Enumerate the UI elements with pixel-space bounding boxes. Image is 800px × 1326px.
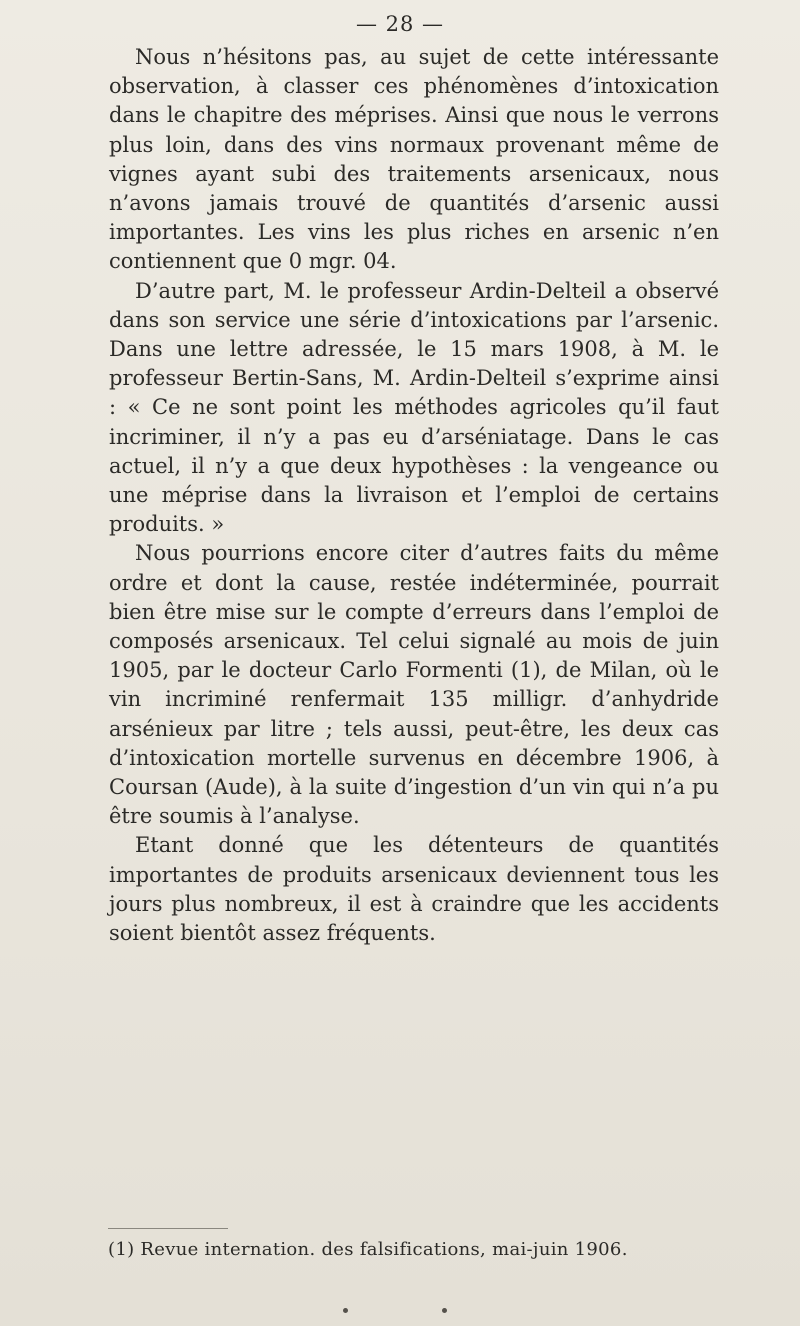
footnote-separator — [108, 1228, 228, 1229]
paragraph-3: Nous pourrions encore citer d’autres faits du même ordre et dont la cause, restée indéterminée, pourrait bien être mise sur le compte d’erreurs dans l’emploi de composés arsenicaux. Tel celui signalé au mois de juin 1905, par le docteur Carlo Formenti (1), de Milan, où le vin incriminé renfermait 135 milligr. d’anhydride arsénieux par litre ; tels aussi, peut-être, les deux cas d’intoxication mortelle survenus en décembre 1906, à Coursan (Aude), à la suite d’ingestion d’un vin qui n’a pu être soumis à l’analyse. — [109, 541, 719, 829]
paragraph-4: Etant donné que les détenteurs de quantités importantes de produits arsenicaux deviennent tous les jours plus nombreux, il est à craindre que les accidents soient bientôt assez fréquents. — [109, 833, 719, 946]
paragraph-2: D’autre part, M. le professeur Ardin-Delteil a observé dans son service une série d’intoxications par l’arsenic. Dans une lettre adressée, le 15 mars 1908, à M. le professeur Bertin-Sans, M. Ardin-Delteil s’exprime ainsi : « Ce ne sont point les méthodes agricoles qu’il faut incriminer, il n’y a pas eu d’arséniatage. Dans le cas actuel, il n’y a que deux hypothèses : la vengeance ou une méprise dans la livraison et l’emploi de certains produits. » — [109, 278, 719, 537]
page-number: — 28 — — [355, 12, 445, 36]
print-mark-dot — [343, 1308, 348, 1313]
body-text — [109, 43, 719, 948]
footnote: (1) Revue internation. des falsifications, mai-juin 1906. — [108, 1239, 628, 1260]
print-mark-dot — [442, 1308, 447, 1313]
paragraph-1: Nous n’hésitons pas, au sujet de cette intéressante observation, à classer ces phénomènes d’intoxication dans le chapitre des méprises. Ainsi que nous le verrons plus loin, dans des vins normaux provenant même de vignes ayant subi des traitements arsenicaux, nous n’avons jamais trouvé de quantités d’arsenic aussi importantes. Les vins les plus riches en arsenic n’en contiennent que 0 mgr. 04. — [109, 45, 719, 274]
